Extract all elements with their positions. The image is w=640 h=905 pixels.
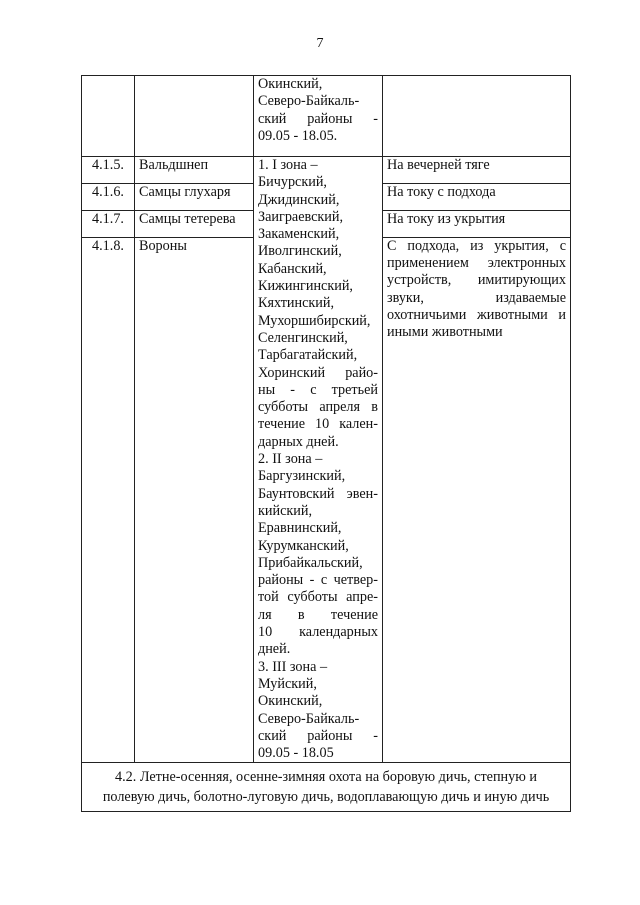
period-line: Бичурский, [258,174,327,191]
cell-period-continuation [254,76,383,157]
period-line: Закаменский, [258,226,340,243]
period-line: ны - с третьей [258,381,378,398]
period-line: Северо-Байкаль- [258,93,360,110]
row-number: 4.1.5. [82,157,135,184]
period-line: дней. [258,641,291,658]
period-line: Кижингинский, [258,278,353,295]
section-heading [82,763,571,812]
period-line: Баргузинский, [258,468,346,485]
period-line: Заиграевский, [258,208,344,225]
period-line: Джидинский, [258,191,340,208]
period-line: ля в течение [258,606,378,623]
period-line: той субботы апре- [258,589,378,606]
period-line: 09.05 - 18.05. [258,127,338,144]
period-line: субботы апреля в [258,399,378,416]
cell-species-empty [135,76,254,157]
period-line: Северо-Байкаль- [258,710,360,727]
period-line: кийский, [258,502,312,519]
period-line: 3. III зона – [258,658,328,675]
period-line: 09.05 - 18.05 [258,745,334,762]
period-line: Тарбагатайский, [258,347,358,364]
period-line: 1. I зона – [258,157,318,173]
hunting-method: С подхода, из укрытия, с применением электронных устройств, имитирующих звуки, издаваемые охотничьими животными и иными животными [383,237,571,763]
period-line: Мухоршибирский, [258,312,371,329]
cell-period-zones [254,157,383,763]
section-heading-row [82,763,571,812]
species-name: Вальдшнеп [135,157,254,184]
period-line: 2. II зона – [258,451,323,468]
period-line: Селенгинский, [258,329,348,346]
cell-num-empty [82,76,135,157]
period-line: 10 календарных [258,624,378,641]
period-line: Кабанский, [258,260,327,277]
period-line: Кяхтинский, [258,295,335,312]
row-number: 4.1.8. [82,237,135,763]
hunting-method: На току с подхода [383,183,571,211]
period-line: ский районы - [258,727,378,744]
hunting-periods-table [81,75,571,812]
table-row [82,157,571,184]
hunting-method: На току из укрытия [383,211,571,238]
period-line: течение 10 кален- [258,416,378,433]
period-line: Прибайкальский, [258,554,363,571]
period-line: районы - с четвер- [258,572,378,589]
period-line: Окинский, [258,693,323,710]
period-line: Иволгинский, [258,243,342,260]
species-name: Вороны [135,237,254,763]
cell-method-empty [383,76,571,157]
period-line: Курумканский, [258,537,349,554]
page-number: 7 [316,36,324,51]
section-heading-line: полевую дичь, болотно-луговую дичь, водоплавающую дичь и иную дичь [102,789,550,806]
period-line: Окинский, [258,76,323,92]
species-name: Самцы глухаря [135,183,254,211]
period-line: ский районы - [258,110,378,127]
row-number: 4.1.7. [82,211,135,238]
section-heading-line: 4.2. Летне-осенняя, осенне-зимняя охота на боровую дичь, степную и [115,769,537,786]
period-line: дарных дней. [258,433,339,450]
species-name: Самцы тетерева [135,211,254,238]
row-number: 4.1.6. [82,183,135,211]
hunting-method: На вечерней тяге [383,157,571,184]
table-row-continuation [82,76,571,157]
period-line: Хоринский райо- [258,364,378,381]
period-line: Баунтовский эвен- [258,485,378,502]
period-line: Муйский, [258,675,317,692]
period-line: Еравнинский, [258,520,342,537]
